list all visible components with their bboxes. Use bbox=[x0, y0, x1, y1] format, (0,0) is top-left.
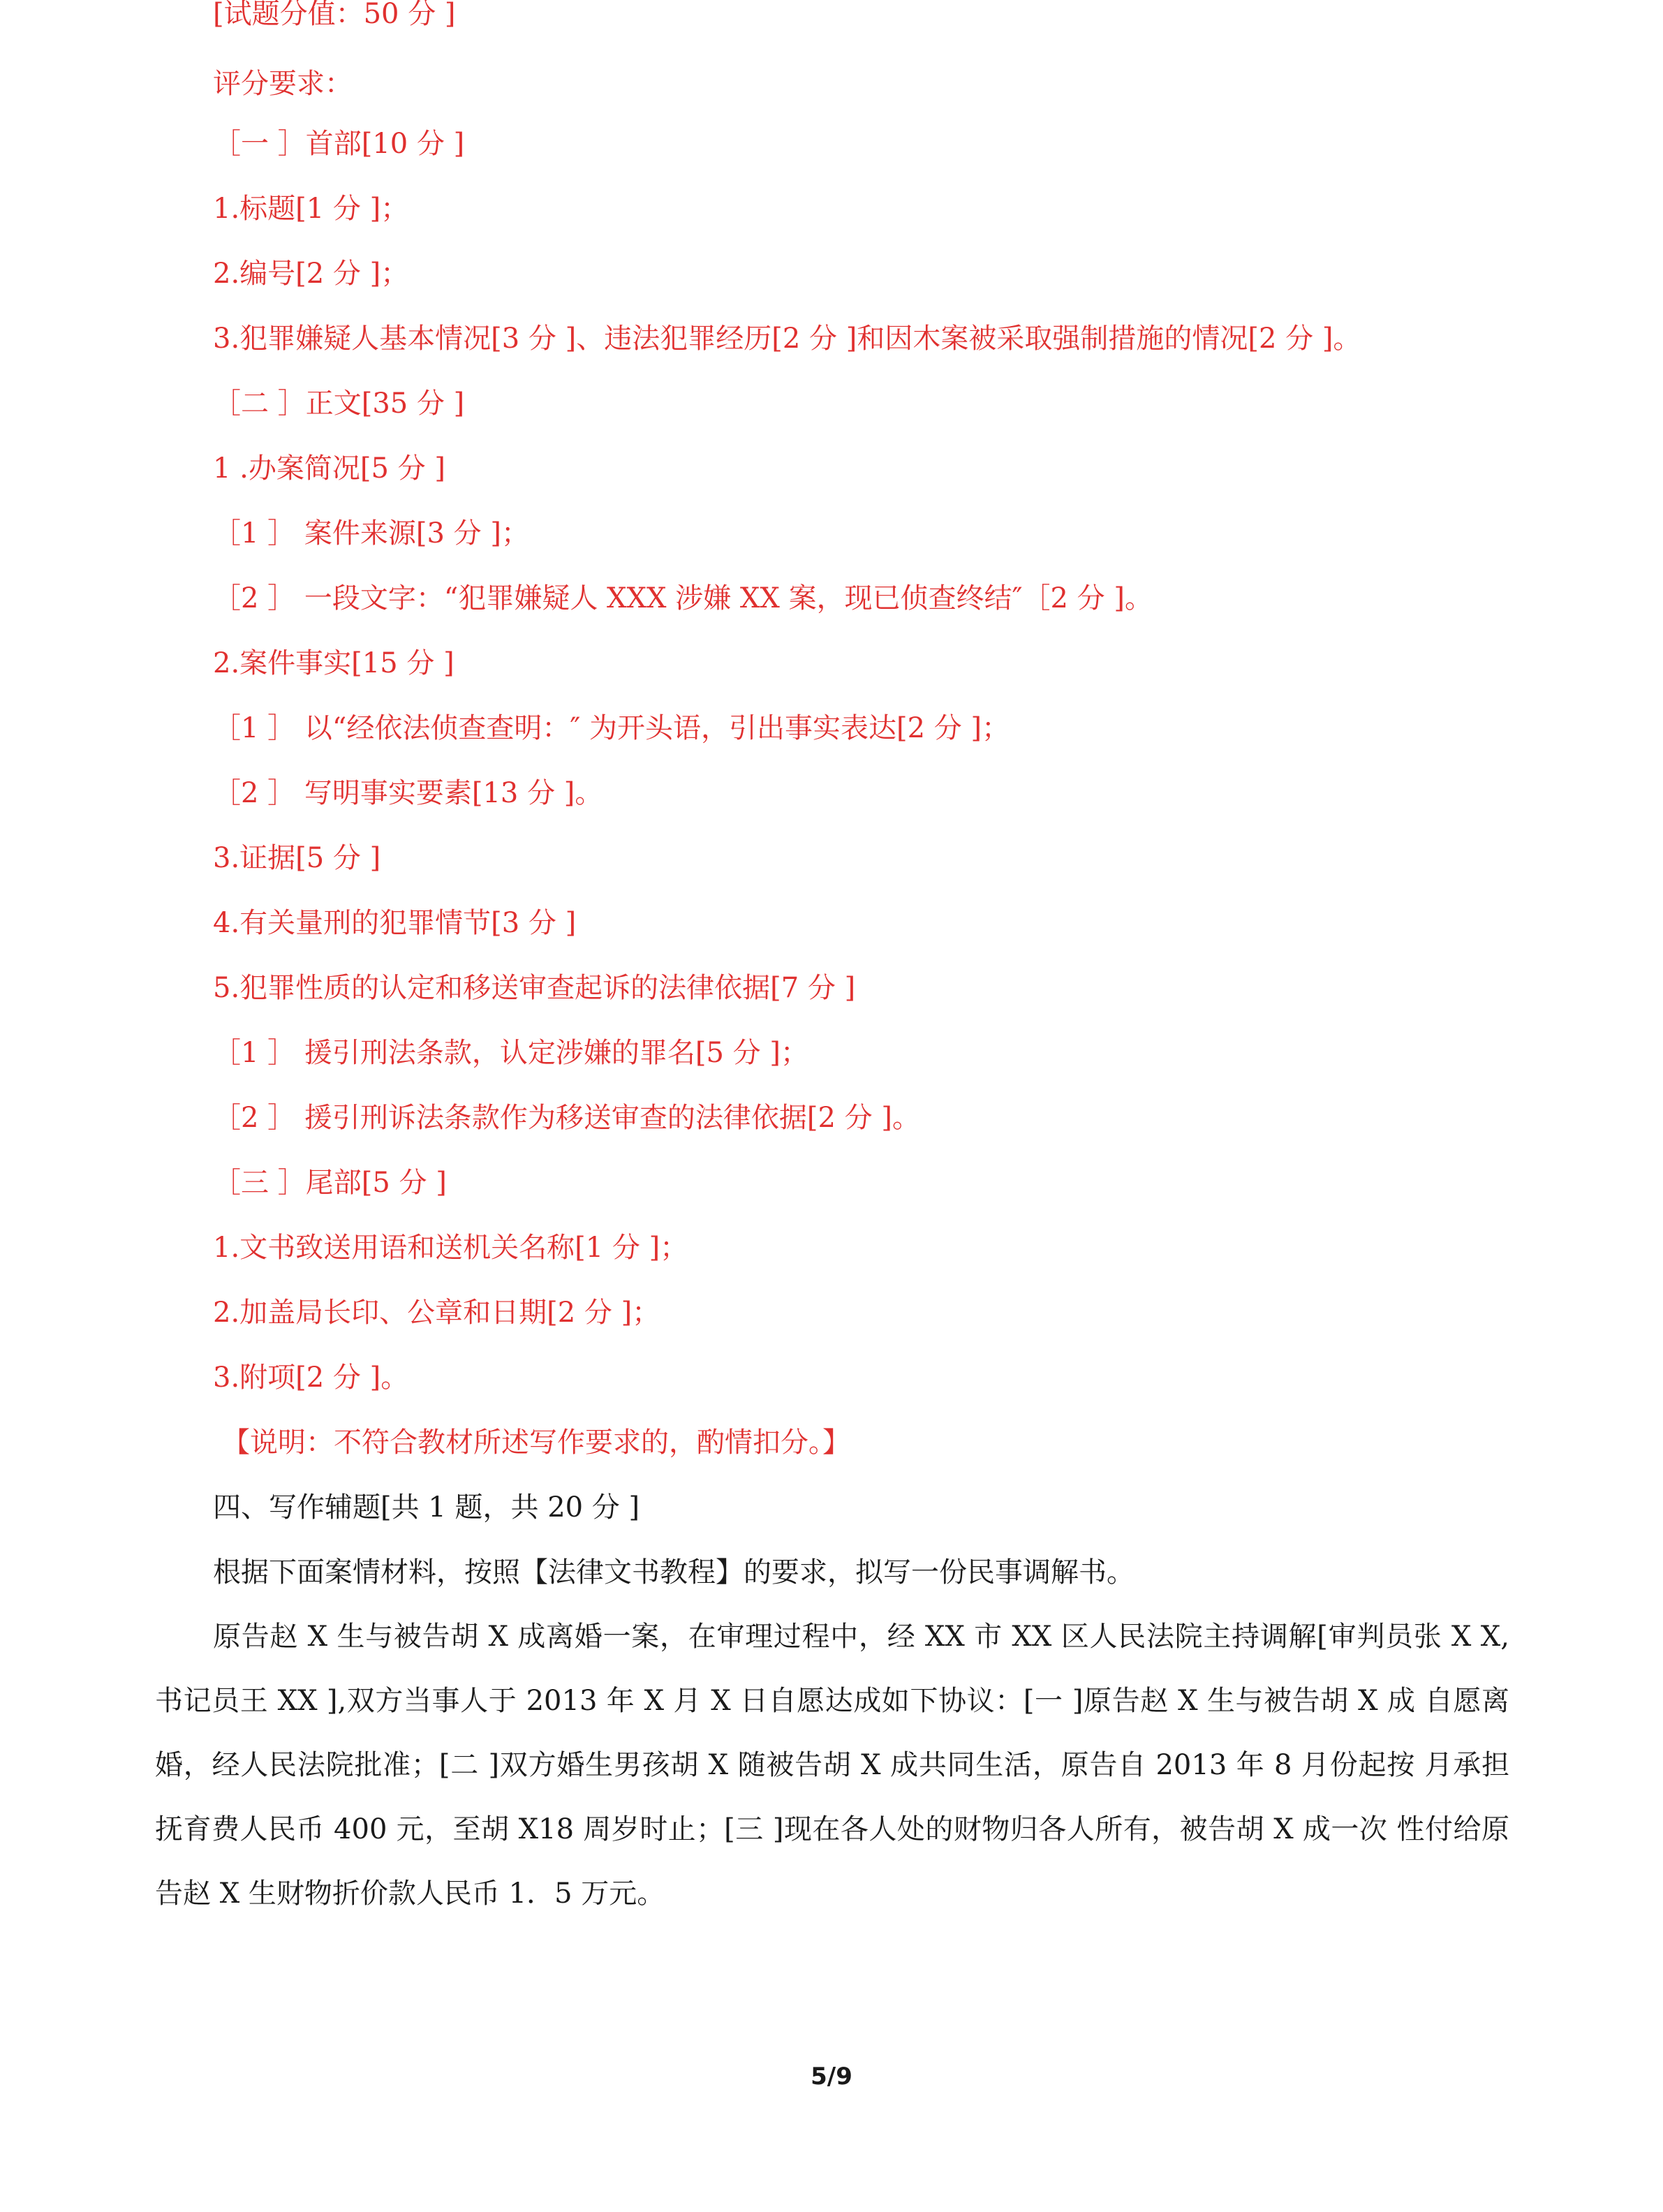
score-value-line: [试题分值：50 分 ] bbox=[213, 0, 456, 30]
grading-line: ［二 ］正文[35 分 ] bbox=[213, 388, 465, 420]
grading-heading: 评分要求： bbox=[213, 68, 353, 100]
section-title: 四、写作辅题[共 1 题，共 20 分 ] bbox=[213, 1491, 640, 1524]
grading-line: 2.案件事实[15 分 ] bbox=[213, 647, 454, 679]
grading-line: ［1 ］ 援引刑法条款，认定涉嫌的罪名[5 分 ]； bbox=[213, 1037, 808, 1069]
grading-line: ［2 ］ 一段文字：“犯罪嫌疑人 XXX 涉嫌 XX 案，现已侦查终结″［2 分 ]。 bbox=[213, 582, 1153, 614]
grading-line: 3.附项[2 分 ]。 bbox=[213, 1362, 409, 1394]
grading-line: 2.加盖局长印、公章和日期[2 分 ]； bbox=[213, 1297, 660, 1329]
grading-line: 2.编号[2 分 ]； bbox=[213, 258, 409, 290]
grading-line: 1.标题[1 分 ]； bbox=[213, 193, 409, 225]
grading-line: 5.犯罪性质的认定和移送审查起诉的法律依据[7 分 ] bbox=[213, 972, 856, 1004]
grading-line: 4.有关量刑的犯罪情节[3 分 ] bbox=[213, 907, 577, 939]
grading-line: ［2 ］ 写明事实要素[13 分 ]。 bbox=[213, 777, 603, 809]
grading-line: ［1 ］ 案件来源[3 分 ]； bbox=[213, 517, 529, 550]
grading-line: 1 .办案简况[5 分 ] bbox=[213, 452, 445, 485]
grading-line: 1.文书致送用语和送机关名称[1 分 ]； bbox=[213, 1232, 688, 1264]
grading-line: ［一 ］首部[10 分 ] bbox=[213, 128, 465, 160]
grading-line: 3.证据[5 分 ] bbox=[213, 842, 381, 874]
grading-note: 【说明：不符合教材所述写作要求的，酌情扣分。】 bbox=[222, 1426, 850, 1459]
section-instruction: 根据下面案情材料，按照【法律文书教程】的要求，拟写一份民事调解书。 bbox=[213, 1556, 1134, 1588]
page-number: 5/9 bbox=[811, 2063, 852, 2091]
grading-line: ［三 ］尾部[5 分 ] bbox=[213, 1167, 447, 1199]
grading-line: ［2 ］ 援引刑诉法条款作为移送审查的法律依据[2 分 ]。 bbox=[213, 1102, 920, 1134]
case-material-paragraph: 原告赵 X 生与被告胡 X 成离婚一案，在审理过程中，经 XX 市 XX 区人民法院主持调解[审判员张 X X,书记员王 XX ],双方当事人于 2013 年 X 月 X 日自愿达成如下协议：[一 ]原告赵 X 生与被告胡 X 成 自愿离婚，经人民法院批准；[二 ]双方婚生男孩胡 X 随被告胡 X 成共同生活，原告自 2013 年 8 月份起按 月承担抚育费人民币 400 元，至胡 X18 周岁时止；[三 ]现在各人处的财物归各人所有，被告胡 X 成一次 性付给原告赵 X 生财物折价款人民币 1．5 万元。 bbox=[155, 1621, 1509, 1910]
grading-line: ［1 ］ 以“经依法侦查查明：″ 为开头语，引出事实表达[2 分 ]； bbox=[213, 712, 1010, 744]
grading-line: 3.犯罪嫌疑人基本情况[3 分 ]、违法犯罪经历[2 分 ]和因木案被采取强制措施的情况[2 分 ]。 bbox=[213, 323, 1361, 355]
